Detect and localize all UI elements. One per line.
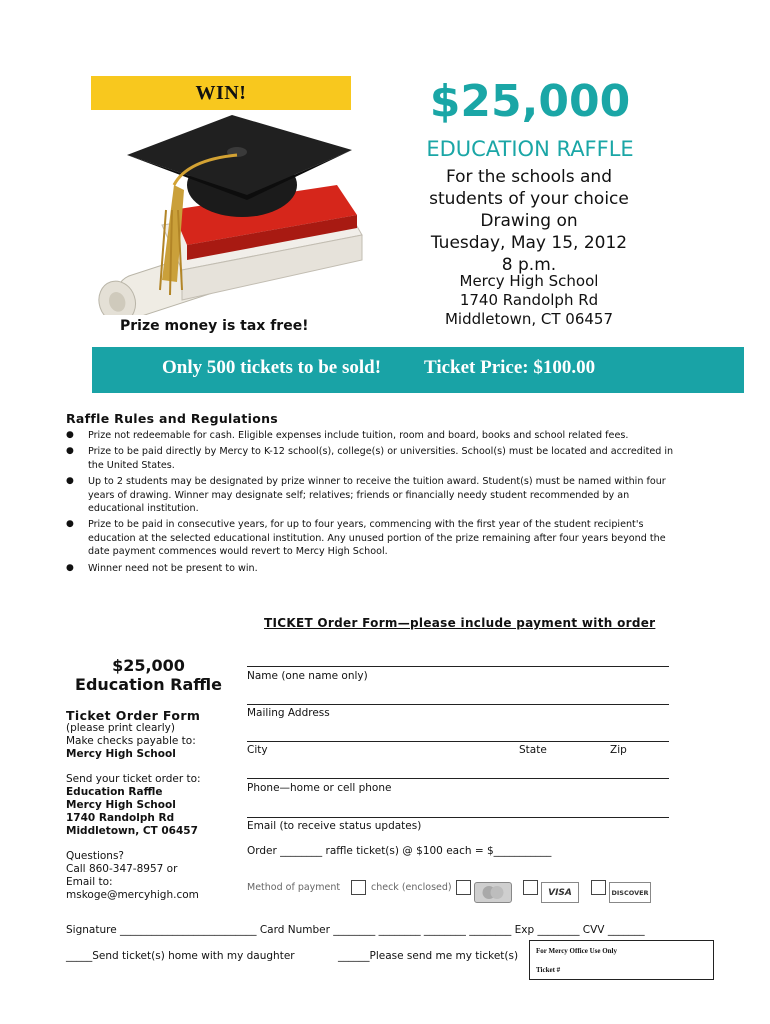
office-use-box <box>529 940 714 980</box>
rule-text: Prize not redeemable for cash. Eligible expenses include tuition, room and board, books and school related fees. <box>88 430 629 441</box>
rule-item <box>66 518 686 558</box>
city-state-zip-field[interactable] <box>247 741 669 742</box>
drawing-date: Tuesday, May 15, 2012 <box>430 233 628 253</box>
discover-checkbox[interactable] <box>591 880 606 895</box>
phone-field[interactable] <box>247 778 669 779</box>
drawing-info <box>405 166 653 276</box>
rule-item <box>66 445 686 472</box>
bullet-icon: ● <box>66 430 74 440</box>
phone-contact: Call 860-347-8957 or <box>66 863 178 875</box>
rule-item <box>66 429 686 442</box>
tagline-line: Drawing on <box>480 211 578 231</box>
tax-free-note: Prize money is tax free! <box>120 318 309 334</box>
school-street: 1740 Randolph Rd <box>459 291 599 309</box>
bullet-icon: ● <box>66 519 74 530</box>
graduation-cap-illustration <box>92 110 392 315</box>
ticket-price: Ticket Price: $100.00 <box>424 357 596 378</box>
state-label: State <box>519 744 547 756</box>
order-raffle-name: Education Raffle <box>75 675 222 694</box>
school-city: Middletown, CT 06457 <box>444 310 614 328</box>
order-form-heading: TICKET Order Form—please include payment with order <box>264 616 656 630</box>
win-text: WIN! <box>195 81 247 104</box>
rules-heading: Raffle Rules and Regulations <box>66 411 279 426</box>
rule-text: Up to 2 students may be designated by prize winner to receive the tuition award. Student(s) must be named within four years of drawing. Winner may designate self; relatives; friends or financially needy student recommended by an educational institution. <box>88 476 666 515</box>
email-label: Email to: <box>66 876 113 888</box>
rule-text: Prize to be paid in consecutive years, for up to four years, commencing with the first year of the student recipient's education at the selected educational institution. Any unused portion of the prize remaining after four years beyond the date payment commences would revert to Mercy High School. <box>88 519 666 558</box>
ticket-quantity-line[interactable]: Order ________ raffle ticket(s) @ $100 each = $___________ <box>247 845 552 857</box>
mailing-line: Education Raffle <box>66 786 163 798</box>
mailing-line: Middletown, CT 06457 <box>66 825 198 837</box>
contact-email[interactable]: mskoge@mercyhigh.com <box>66 889 199 901</box>
checks-payable-label: Make checks payable to: <box>66 735 196 747</box>
mastercard-icon <box>474 882 512 903</box>
check-label: check (enclosed) <box>371 882 452 893</box>
send-home-option[interactable]: _____Send ticket(s) home with my daughter <box>66 950 295 962</box>
phone-label: Phone—home or cell phone <box>247 782 392 794</box>
city-label: City <box>247 744 268 756</box>
rule-text: Winner need not be present to win. <box>88 562 258 574</box>
ticket-count: Only 500 tickets to be sold! <box>162 357 382 378</box>
visa-icon <box>541 882 579 903</box>
mastercard-circles-icon <box>478 885 508 900</box>
visa-text: VISA <box>548 887 572 898</box>
payment-method-label: Method of payment <box>247 882 341 893</box>
visa-checkbox[interactable] <box>523 880 538 895</box>
win-banner <box>91 76 351 110</box>
signature-card-line[interactable]: Signature __________________________ Card Number ________ ________ ________ ________ Exp ________ CVV _______ <box>66 924 645 936</box>
address-label: Mailing Address <box>247 707 330 719</box>
name-label: Name (one name only) <box>247 670 368 682</box>
zip-label: Zip <box>610 744 627 756</box>
rule-item <box>66 562 686 575</box>
form-title: Ticket Order Form <box>66 708 201 723</box>
order-amount: $25,000 <box>112 656 185 675</box>
tagline-line: For the schools and <box>445 167 612 187</box>
email-field[interactable] <box>247 817 669 818</box>
raffle-title: EDUCATION RAFFLE <box>426 137 634 161</box>
ticket-number-label: Ticket # <box>536 966 561 974</box>
office-use-label: For Mercy Office Use Only <box>536 947 617 955</box>
bullet-icon: ● <box>66 476 74 487</box>
order-form-info <box>66 656 231 902</box>
discover-icon <box>609 882 651 903</box>
ticket-info-band <box>92 347 744 393</box>
send-me-option[interactable]: ______Please send me my ticket(s) <box>338 950 519 962</box>
address-field[interactable] <box>247 704 669 705</box>
payee: Mercy High School <box>66 748 176 760</box>
print-clearly-note: (please print clearly) <box>66 722 175 734</box>
email-label: Email (to receive status updates) <box>247 820 422 832</box>
name-field[interactable] <box>247 666 669 667</box>
questions-label: Questions? <box>66 850 125 862</box>
school-address <box>415 272 643 329</box>
discover-text: DISCOVER <box>611 888 649 897</box>
drawing-time: 8 p.m. <box>501 255 557 275</box>
rules-list <box>66 429 686 578</box>
rule-text: Prize to be paid directly by Mercy to K-12 school(s), college(s) or universities. School(s) must be located and accredited in the United States. <box>88 446 674 471</box>
rule-item <box>66 475 686 515</box>
bullet-icon: ● <box>66 562 74 573</box>
mastercard-checkbox[interactable] <box>456 880 471 895</box>
prize-amount: $25,000 <box>429 76 631 127</box>
bullet-icon: ● <box>66 446 74 457</box>
mailing-line: 1740 Randolph Rd <box>66 812 175 824</box>
tagline-line: students of your choice <box>429 189 629 209</box>
school-name: Mercy High School <box>459 272 599 290</box>
send-order-label: Send your ticket order to: <box>66 773 201 785</box>
mailing-line: Mercy High School <box>66 799 176 811</box>
check-checkbox[interactable] <box>351 880 366 895</box>
